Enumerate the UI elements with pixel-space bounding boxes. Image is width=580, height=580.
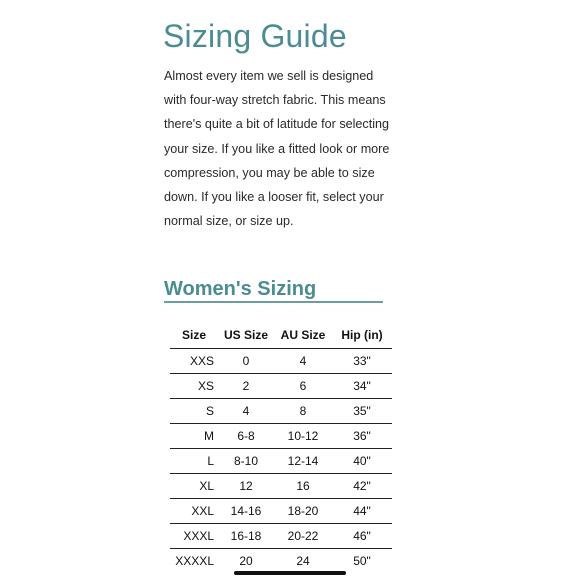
intro-line: with four-way stretch fabric. This means	[164, 93, 386, 108]
cell-us-size: 2	[218, 374, 274, 399]
intro-line: down. If you like a looser fit, select your	[164, 190, 384, 205]
section-divider	[164, 301, 383, 303]
cell-size: S	[170, 399, 218, 424]
cell-us-size: 8-10	[218, 449, 274, 474]
cell-size: XL	[170, 474, 218, 499]
cell-us-size: 12	[218, 474, 274, 499]
cell-size: XXXXL	[170, 549, 218, 574]
table-row	[170, 424, 392, 449]
cell-us-size: 16-18	[218, 524, 274, 549]
table-row	[170, 474, 392, 499]
cell-au-size: 12-14	[274, 449, 332, 474]
page-title: Sizing Guide	[163, 18, 347, 54]
column-header-au-size: AU Size	[280, 328, 326, 342]
cell-hip: 35"	[332, 399, 392, 424]
cell-hip: 42"	[332, 474, 392, 499]
cell-au-size: 8	[274, 399, 332, 424]
intro-line: Almost every item we sell is designed	[164, 69, 374, 83]
intro-line: normal size, or size up.	[164, 214, 294, 229]
column-header-size: Size	[181, 328, 206, 342]
cell-hip: 34"	[332, 374, 392, 399]
intro-line: compression, you may be able to size	[164, 165, 375, 180]
womens-size-table	[170, 322, 392, 573]
cell-au-size: 4	[274, 349, 332, 374]
cell-au-size: 6	[274, 374, 332, 399]
table-row	[170, 524, 392, 549]
cell-au-size: 18-20	[274, 499, 332, 524]
home-indicator[interactable]	[234, 571, 346, 575]
cell-size: L	[170, 449, 218, 474]
cell-hip: 46"	[332, 524, 392, 549]
table-row	[170, 499, 392, 524]
table-row	[170, 399, 392, 424]
cell-us-size: 0	[218, 349, 274, 374]
cell-au-size: 16	[274, 474, 332, 499]
cell-hip: 50"	[332, 549, 392, 574]
cell-size: XXL	[170, 499, 218, 524]
column-header-us-size: US Size	[223, 328, 268, 342]
cell-au-size: 10-12	[274, 424, 332, 449]
cell-size: XXS	[170, 349, 218, 374]
cell-hip: 44"	[332, 499, 392, 524]
table-row	[170, 374, 392, 399]
table-row	[170, 449, 392, 474]
cell-size: XS	[170, 374, 218, 399]
cell-au-size: 24	[274, 549, 332, 574]
womens-sizing-heading: Women's Sizing	[164, 278, 317, 300]
intro-line: there's quite a bit of latitude for selecting	[164, 117, 390, 132]
table-row	[170, 349, 392, 374]
table-row	[170, 549, 392, 574]
cell-us-size: 6-8	[218, 424, 274, 449]
cell-hip: 40"	[332, 449, 392, 474]
column-header-hip: Hip (in)	[341, 328, 383, 342]
cell-hip: 33"	[332, 349, 392, 374]
cell-au-size: 20-22	[274, 524, 332, 549]
cell-us-size: 14-16	[218, 499, 274, 524]
intro-line: your size. If you like a fitted look or more	[164, 141, 390, 156]
intro-paragraph	[164, 64, 414, 233]
cell-us-size: 4	[218, 399, 274, 424]
table-header-row	[170, 322, 392, 349]
cell-us-size: 20	[218, 549, 274, 574]
cell-hip: 36"	[332, 424, 392, 449]
cell-size: M	[170, 424, 218, 449]
cell-size: XXXL	[170, 524, 218, 549]
